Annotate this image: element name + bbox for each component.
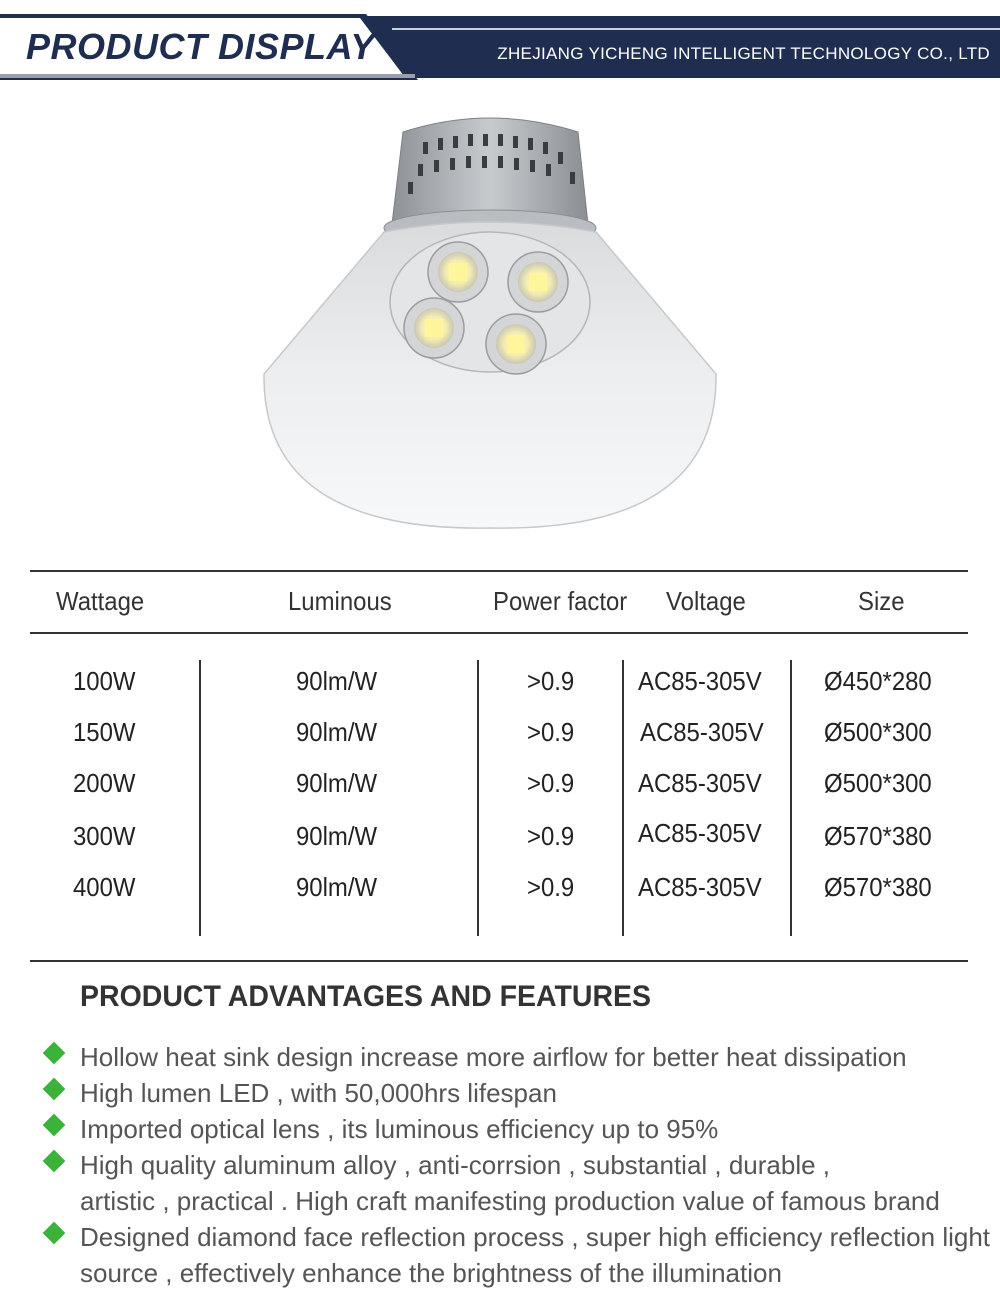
table-cell-power-factor: >0.9 — [527, 768, 575, 798]
table-cell-wattage: 150W — [73, 717, 136, 747]
table-cell-power-factor: >0.9 — [527, 821, 575, 851]
table-cell-power-factor: >0.9 — [527, 872, 575, 902]
column-divider — [477, 660, 479, 936]
column-divider — [622, 660, 624, 936]
table-cell-voltage: AC85-305V — [640, 717, 764, 747]
diamond-bullet-icon — [43, 1114, 66, 1137]
table-cell-wattage: 300W — [73, 821, 136, 851]
table-cell-power-factor: >0.9 — [527, 717, 575, 747]
table-cell-luminous: 90lm/W — [296, 666, 378, 696]
column-header-size: Size — [858, 586, 905, 616]
diamond-bullet-icon — [43, 1078, 66, 1101]
table-cell-luminous: 90lm/W — [296, 872, 378, 902]
table-top-rule — [30, 570, 968, 572]
column-header-voltage: Voltage — [666, 586, 746, 616]
feature-text: Designed diamond face reflection process , super high efficiency reflection light — [80, 1222, 991, 1252]
features-heading: PRODUCT ADVANTAGES AND FEATURES — [80, 980, 652, 1013]
column-header-power-factor: Power factor — [493, 586, 628, 616]
table-cell-luminous: 90lm/W — [296, 768, 378, 798]
banner-divider — [392, 28, 1000, 30]
table-cell-voltage: AC85-305V — [638, 818, 762, 848]
table-bottom-rule — [30, 960, 968, 962]
table-cell-wattage: 100W — [73, 666, 136, 696]
feature-text: High quality aluminum alloy , anti-corrsion , substantial , durable , — [80, 1150, 831, 1180]
feature-text-continued: source , effectively enhance the brightness of the illumination — [80, 1258, 782, 1288]
table-cell-voltage: AC85-305V — [638, 666, 762, 696]
feature-text-continued: artistic , practical . High craft manifesting production value of famous brand — [80, 1186, 940, 1216]
table-cell-voltage: AC85-305V — [638, 872, 762, 902]
banner-underline — [0, 74, 415, 78]
diamond-bullet-icon — [43, 1042, 66, 1065]
feature-text: Imported optical lens , its luminous efficiency up to 95% — [80, 1114, 719, 1144]
table-cell-luminous: 90lm/W — [296, 717, 378, 747]
column-divider — [790, 660, 792, 936]
table-cell-voltage: AC85-305V — [638, 768, 762, 798]
table-cell-size: Ø450*280 — [824, 666, 932, 696]
table-cell-luminous: 90lm/W — [296, 821, 378, 851]
table-cell-size: Ø570*380 — [824, 821, 932, 851]
column-divider — [199, 660, 201, 936]
table-header-rule — [30, 632, 968, 634]
table-cell-wattage: 400W — [73, 872, 136, 902]
company-name: ZHEJIANG YICHENG INTELLIGENT TECHNOLOGY CO., LTD — [497, 44, 990, 63]
table-cell-size: Ø570*380 — [824, 872, 932, 902]
led-high-bay-light-icon — [258, 112, 722, 536]
column-header-luminous: Luminous — [288, 586, 392, 616]
feature-text: High lumen LED , with 50,000hrs lifespan — [80, 1078, 557, 1108]
table-cell-size: Ø500*300 — [824, 768, 932, 798]
table-cell-power-factor: >0.9 — [527, 666, 575, 696]
column-header-wattage: Wattage — [56, 586, 145, 616]
table-cell-wattage: 200W — [73, 768, 136, 798]
header-banner — [0, 0, 1000, 82]
feature-text: Hollow heat sink design increase more airflow for better heat dissipation — [80, 1042, 907, 1072]
table-cell-size: Ø500*300 — [824, 717, 932, 747]
diamond-bullet-icon — [43, 1222, 66, 1245]
page-title: PRODUCT DISPLAY — [26, 26, 375, 67]
diamond-bullet-icon — [43, 1150, 66, 1173]
